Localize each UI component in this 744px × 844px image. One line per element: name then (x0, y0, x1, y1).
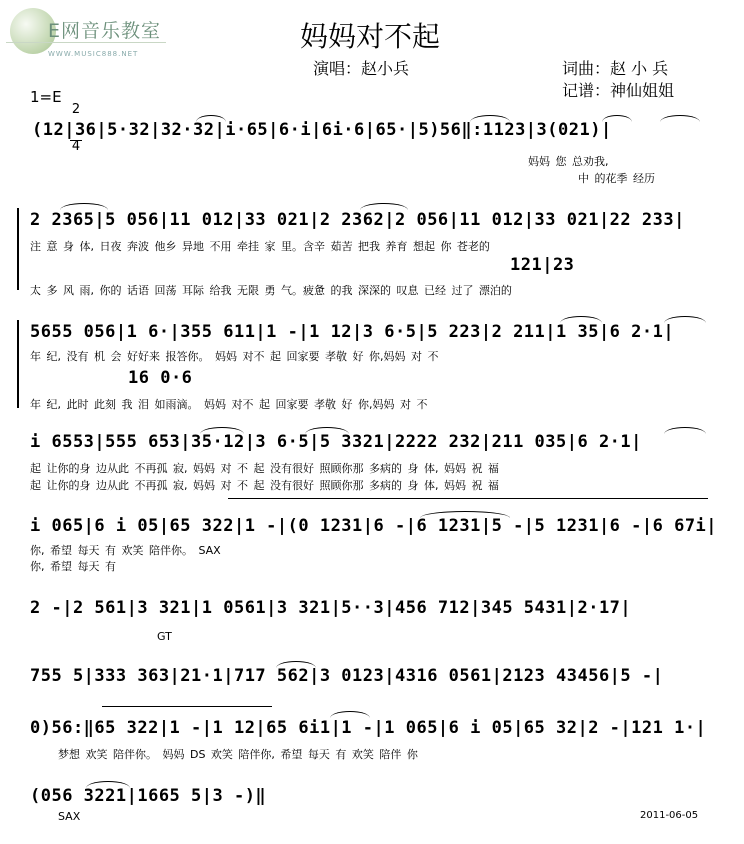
slur-mark (664, 316, 706, 323)
slur-mark (60, 203, 108, 210)
logo-url: WWW.MUSIC888.NET (48, 50, 139, 58)
slur-mark (420, 511, 510, 518)
singer-credit: 演唱：赵小兵 (313, 59, 410, 78)
volta-bracket-1 (228, 498, 708, 499)
notation-line-8: 0)56:‖65 322|1 -|1 12|65 6i1|1 -|1 065|6 i 05|65 32|2 -|121 1·| (30, 718, 707, 738)
slur-mark (360, 203, 408, 210)
volta-bracket-2 (102, 706, 272, 707)
notation-line-2: 2 2365|5 056|11 012|33 021|2 2362|2 056|11 012|33 021|22 233| (30, 210, 685, 230)
lyric-line-1a: 妈妈 您 总劝我, (528, 155, 609, 168)
alternate-notes-2: 121|23 (510, 255, 575, 275)
slur-mark (305, 427, 349, 434)
lyric-line-8: 梦想 欢笑 陪伴你。 妈妈 DS 欢笑 陪伴你, 希望 每天 有 欢笑 陪伴 你 (58, 748, 418, 761)
slur-mark (86, 781, 130, 788)
song-title: 妈妈对不起 (299, 20, 440, 53)
system-bracket (17, 320, 19, 408)
notation-line-7: 755 5|333 363|21·1|717 562|3 0123|4316 0561|2123 43456|5 -| (30, 666, 664, 686)
notation-line-5: i 065|6 i 05|65 322|1 -|(0 1231|6 -|6 1231|5 -|5 1231|6 -|6 67i| (30, 516, 718, 536)
key-signature: 1=E (30, 88, 62, 106)
lyric-line-2a: 注 意 身 体, 日夜 奔波 他乡 异地 不用 牵挂 家 里。含辛 茹苦 把我 养育 想起 你 苍老的 (30, 240, 490, 253)
lyric-line-3b: 年 纪, 此时 此刻 我 泪 如雨滴。 妈妈 对不 起 回家要 孝敬 好 你,妈妈 对 不 (30, 398, 428, 411)
tie-mark (470, 115, 510, 122)
instrument-label-sax: SAX (58, 810, 81, 823)
lyric-line-5a: 你, 希望 每天 有 欢笑 陪伴你。 SAX (30, 544, 221, 557)
notation-line-4: i 6553|555 653|35·12|3 6·5|5 3321|2222 232|211 035|6 2·1| (30, 432, 642, 452)
composer-credit: 词曲：赵 小 兵 (562, 59, 669, 78)
lyric-line-4a: 起 让你的身 边从此 不再孤 寂, 妈妈 对 不 起 没有很好 照顾你那 多病的 身 体, 妈妈 祝 福 (30, 462, 499, 475)
transcription-date: 2011-06-05 (640, 810, 699, 821)
alternate-notes-3: 16 0·6 (128, 368, 193, 388)
lyric-line-3a: 年 纪, 没有 机 会 好好来 报答你。 妈妈 对不 起 回家要 孝敬 好 你,妈妈 对 不 (30, 350, 439, 363)
notation-credit: 记谱：神仙姐姐 (562, 81, 675, 100)
time-signature-top: 2 (71, 102, 81, 117)
slur-mark (560, 316, 602, 323)
lyric-line-5b: 你, 希望 每天 有 (30, 560, 116, 573)
system-bracket (17, 208, 19, 290)
lyric-line-4b: 起 让你的身 边从此 不再孤 寂, 妈妈 对 不 起 没有很好 照顾你那 多病的 身 体, 妈妈 祝 福 (30, 479, 499, 492)
logo-text: E网音乐教室 (48, 20, 162, 42)
time-signature-bottom: 4 (71, 139, 81, 154)
notation-line-9: (056 3221|1665 5|3 -)‖ (30, 786, 267, 806)
slur-mark (602, 115, 632, 122)
lyric-line-1b: 中 的花季 经历 (578, 172, 655, 185)
notation-line-1: (12|36|5·32|32·32|i·65|6·i|6i·6|65·|5)56‖:1123|3(021)| (32, 120, 612, 140)
notation-line-6: 2 -|2 561|3 321|1 0561|3 321|5··3|456 712|345 5431|2·17| (30, 598, 632, 618)
slur-mark (276, 661, 316, 668)
site-logo (6, 8, 176, 68)
slur-mark (196, 115, 226, 122)
slur-mark (660, 115, 700, 122)
slur-mark (330, 711, 370, 718)
notation-line-3: 5655 056|1 6·|355 611|1 -|1 12|3 6·5|5 223|2 211|1 35|6 2·1| (30, 322, 675, 342)
instrument-label-gt: GT (157, 630, 172, 643)
slur-mark (664, 427, 706, 434)
lyric-line-2b: 太 多 风 雨, 你的 话语 回荡 耳际 给我 无限 勇 气。疲惫 的我 深深的 叹息 已经 过了 漂泊的 (30, 284, 512, 297)
slur-mark (200, 427, 244, 434)
